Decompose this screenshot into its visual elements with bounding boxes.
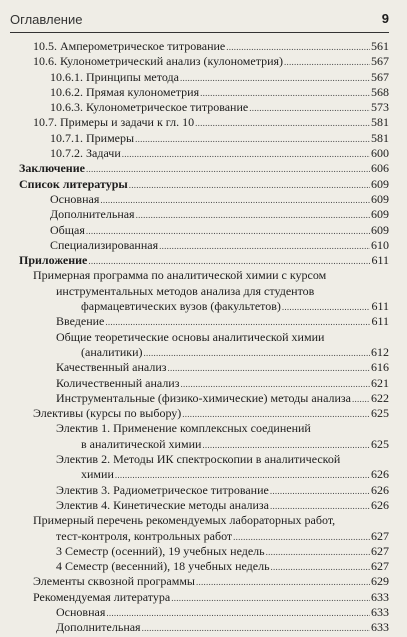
toc-entry-title: 4 Семестр (весенний), 18 учебных недель: [56, 559, 270, 574]
toc-entry-title: Электив 2. Методы ИК спектроскопии в аналитической: [56, 452, 341, 467]
toc-entry-title: химии: [81, 467, 114, 482]
toc-entry-page: 627: [371, 559, 389, 574]
toc-entry-page: 625: [371, 436, 389, 451]
toc-entry: [0, 268, 407, 283]
toc-entry: [0, 421, 407, 436]
toc-entry-title: Элективы (курсы по выбору): [33, 406, 182, 421]
toc-entry: [0, 161, 407, 176]
dot-leader: [142, 620, 370, 636]
toc-entry: [0, 115, 407, 130]
toc-entry: [0, 207, 407, 222]
dot-leader: [168, 360, 370, 376]
dot-leader: [88, 253, 370, 269]
toc-entry-title: Общая: [50, 222, 85, 237]
toc-entry-page: 621: [371, 375, 389, 390]
toc-entry-page: 616: [371, 360, 389, 375]
toc-entry: [0, 330, 407, 345]
toc-entry-title: фармацевтических вузов (факультетов): [81, 299, 281, 314]
dot-leader: [159, 238, 370, 254]
toc-entry: [0, 131, 407, 146]
toc-entry-page: 626: [371, 482, 389, 497]
toc-entry: [0, 100, 407, 115]
toc-entry: [0, 54, 407, 69]
dot-leader: [180, 70, 370, 86]
dot-leader: [135, 131, 370, 147]
toc-entry-page: 633: [371, 589, 389, 604]
toc-entry-title: Дополнительная: [56, 620, 141, 635]
toc-entry-page: 633: [371, 620, 389, 635]
toc-entry-page: 627: [371, 528, 389, 543]
toc-entry-page: 622: [371, 390, 389, 405]
toc-entry: [0, 620, 407, 635]
toc-entry-title: Рекомендуемая литература: [33, 589, 171, 604]
toc-entry: [0, 590, 407, 605]
toc-entry-title: Электив 1. Применение комплексных соединений: [56, 421, 311, 436]
toc-entry-page: 606: [371, 161, 389, 176]
toc-entry-page: 609: [371, 176, 389, 191]
toc-entry: [0, 376, 407, 391]
dot-leader: [105, 314, 370, 330]
dot-leader: [171, 590, 370, 606]
toc-entry-title: Заключение: [19, 161, 85, 176]
toc-entry-title: Приложение: [19, 253, 88, 268]
dot-leader: [352, 391, 370, 407]
toc-entry: [0, 146, 407, 161]
dot-leader: [270, 498, 370, 514]
toc-entry-page: 581: [371, 130, 389, 145]
toc-entry-title: (аналитики): [81, 344, 143, 359]
toc-entry-page: 625: [371, 406, 389, 421]
toc-entry-title: Введение: [56, 314, 105, 329]
toc-entry-title: 10.6. Кулонометрический анализ (кулонометрия): [33, 54, 284, 69]
dot-leader: [86, 161, 370, 177]
toc-entry-page: 629: [371, 574, 389, 589]
toc-entry-title: 10.6.1. Принципы метода: [50, 69, 179, 84]
dot-leader: [266, 544, 370, 560]
dot-leader: [136, 207, 370, 223]
dot-leader: [284, 54, 370, 70]
page-number: 9: [381, 11, 389, 26]
toc-entry-page: 581: [371, 115, 389, 130]
dot-leader: [100, 192, 370, 208]
toc-entry: [0, 70, 407, 85]
toc-entry-title: 10.7.1. Примеры: [50, 130, 135, 145]
toc-entry-page: 573: [371, 100, 389, 115]
toc-entry-page: 609: [371, 207, 389, 222]
toc-entry: [0, 299, 407, 314]
toc-entry: [0, 192, 407, 207]
toc-entry-title: Примерная программа по аналитической химии с курсом: [33, 268, 327, 283]
dot-leader: [282, 299, 371, 315]
toc-entry: [0, 314, 407, 329]
toc-entry-page: 611: [371, 253, 389, 268]
toc-entry: [0, 391, 407, 406]
toc-entry-title: 3 Семестр (осенний), 19 учебных недель: [56, 543, 265, 558]
toc-entry-title: 10.6.3. Кулонометрическое титрование: [50, 100, 249, 115]
dot-leader: [86, 223, 370, 239]
dot-leader: [200, 85, 370, 101]
dot-leader: [202, 437, 370, 453]
toc-entry-title: Основная: [56, 604, 106, 619]
toc-entry-page: 600: [371, 146, 389, 161]
toc-entry-title: Инструментальные (физико-химические) методы анализа: [56, 390, 351, 405]
dot-leader: [196, 574, 370, 590]
toc-entry-page: 567: [371, 54, 389, 69]
dot-leader: [271, 559, 370, 575]
toc-entry-title: 10.7. Примеры и задачи к гл. 10: [33, 115, 195, 130]
dot-leader: [106, 605, 370, 621]
toc-entry-title: 10.6.2. Прямая кулонометрия: [50, 84, 200, 99]
dot-leader: [180, 376, 370, 392]
toc-entry-title: Примерный перечень рекомендуемых лабораторных работ,: [33, 513, 336, 528]
toc-entry-page: 611: [371, 299, 389, 314]
toc-entry: [0, 559, 407, 574]
toc-entry: [0, 544, 407, 559]
toc-entry: [0, 437, 407, 452]
page-header: [10, 10, 389, 33]
toc-entry-title: Электив 3. Радиометрическое титрование: [56, 482, 269, 497]
section-title: Оглавление: [10, 12, 83, 27]
toc-entry-page: 627: [371, 543, 389, 558]
toc-entry: [0, 238, 407, 253]
toc-entry-page: 568: [371, 84, 389, 99]
toc-entry: [0, 513, 407, 528]
toc-entry: [0, 253, 407, 268]
dot-leader: [115, 467, 370, 483]
dot-leader: [129, 177, 370, 193]
toc-entry-page: 609: [371, 222, 389, 237]
toc-entry: [0, 529, 407, 544]
toc-entry-page: 567: [371, 69, 389, 84]
toc-entry-title: инструментальных методов анализа для студентов: [56, 283, 315, 298]
dot-leader: [182, 406, 370, 422]
toc-entry-page: 561: [371, 39, 389, 53]
toc-entry: [0, 360, 407, 375]
toc-entry-title: 10.7.2. Задачи: [50, 146, 121, 161]
toc-entry: [0, 223, 407, 238]
toc-entry: [0, 452, 407, 467]
toc-entry-title: Основная: [50, 191, 100, 206]
dot-leader: [144, 345, 371, 361]
dot-leader: [249, 100, 370, 116]
toc-entry-page: 612: [371, 344, 389, 359]
toc-entry-title: Общие теоретические основы аналитической химии: [56, 329, 325, 344]
toc-entry: [0, 177, 407, 192]
toc-entry: [0, 85, 407, 100]
dot-leader: [270, 483, 370, 499]
dot-leader: [195, 115, 370, 131]
toc-entry-page: 609: [371, 191, 389, 206]
toc-entry: [0, 498, 407, 513]
toc-entry: [0, 406, 407, 421]
toc-entry-page: 633: [371, 604, 389, 619]
toc-entry: [0, 605, 407, 620]
toc-entry-page: 626: [371, 497, 389, 512]
dot-leader: [226, 39, 370, 55]
toc-entry: [0, 574, 407, 589]
toc-entry: [0, 345, 407, 360]
toc-entry-page: 611: [371, 314, 389, 329]
toc-entry-title: Количественный анализ: [56, 375, 180, 390]
toc-entry-title: Специализированная: [50, 237, 159, 252]
toc-entry-title: Качественный анализ: [56, 360, 167, 375]
toc-entry-title: Элементы сквозной программы: [33, 574, 195, 589]
toc-entry-title: Дополнительная: [50, 207, 135, 222]
toc-entry-page: 626: [371, 467, 389, 482]
toc-entry: [0, 39, 407, 54]
dot-leader: [122, 146, 370, 162]
toc-entry-title: 10.5. Амперометрическое титрование: [33, 39, 226, 53]
toc-entry: [0, 284, 407, 299]
toc-entry-title: Электив 4. Кинетические методы анализа: [56, 497, 269, 512]
toc-entry: [0, 483, 407, 498]
table-of-contents: [0, 39, 407, 636]
toc-entry-title: тест-контроля, контрольных работ: [56, 528, 233, 543]
dot-leader: [233, 529, 370, 545]
toc-entry-title: Список литературы: [19, 176, 128, 191]
toc-entry: [0, 467, 407, 482]
toc-entry-page: 610: [371, 237, 389, 252]
toc-entry-title: в аналитической химии: [81, 436, 202, 451]
